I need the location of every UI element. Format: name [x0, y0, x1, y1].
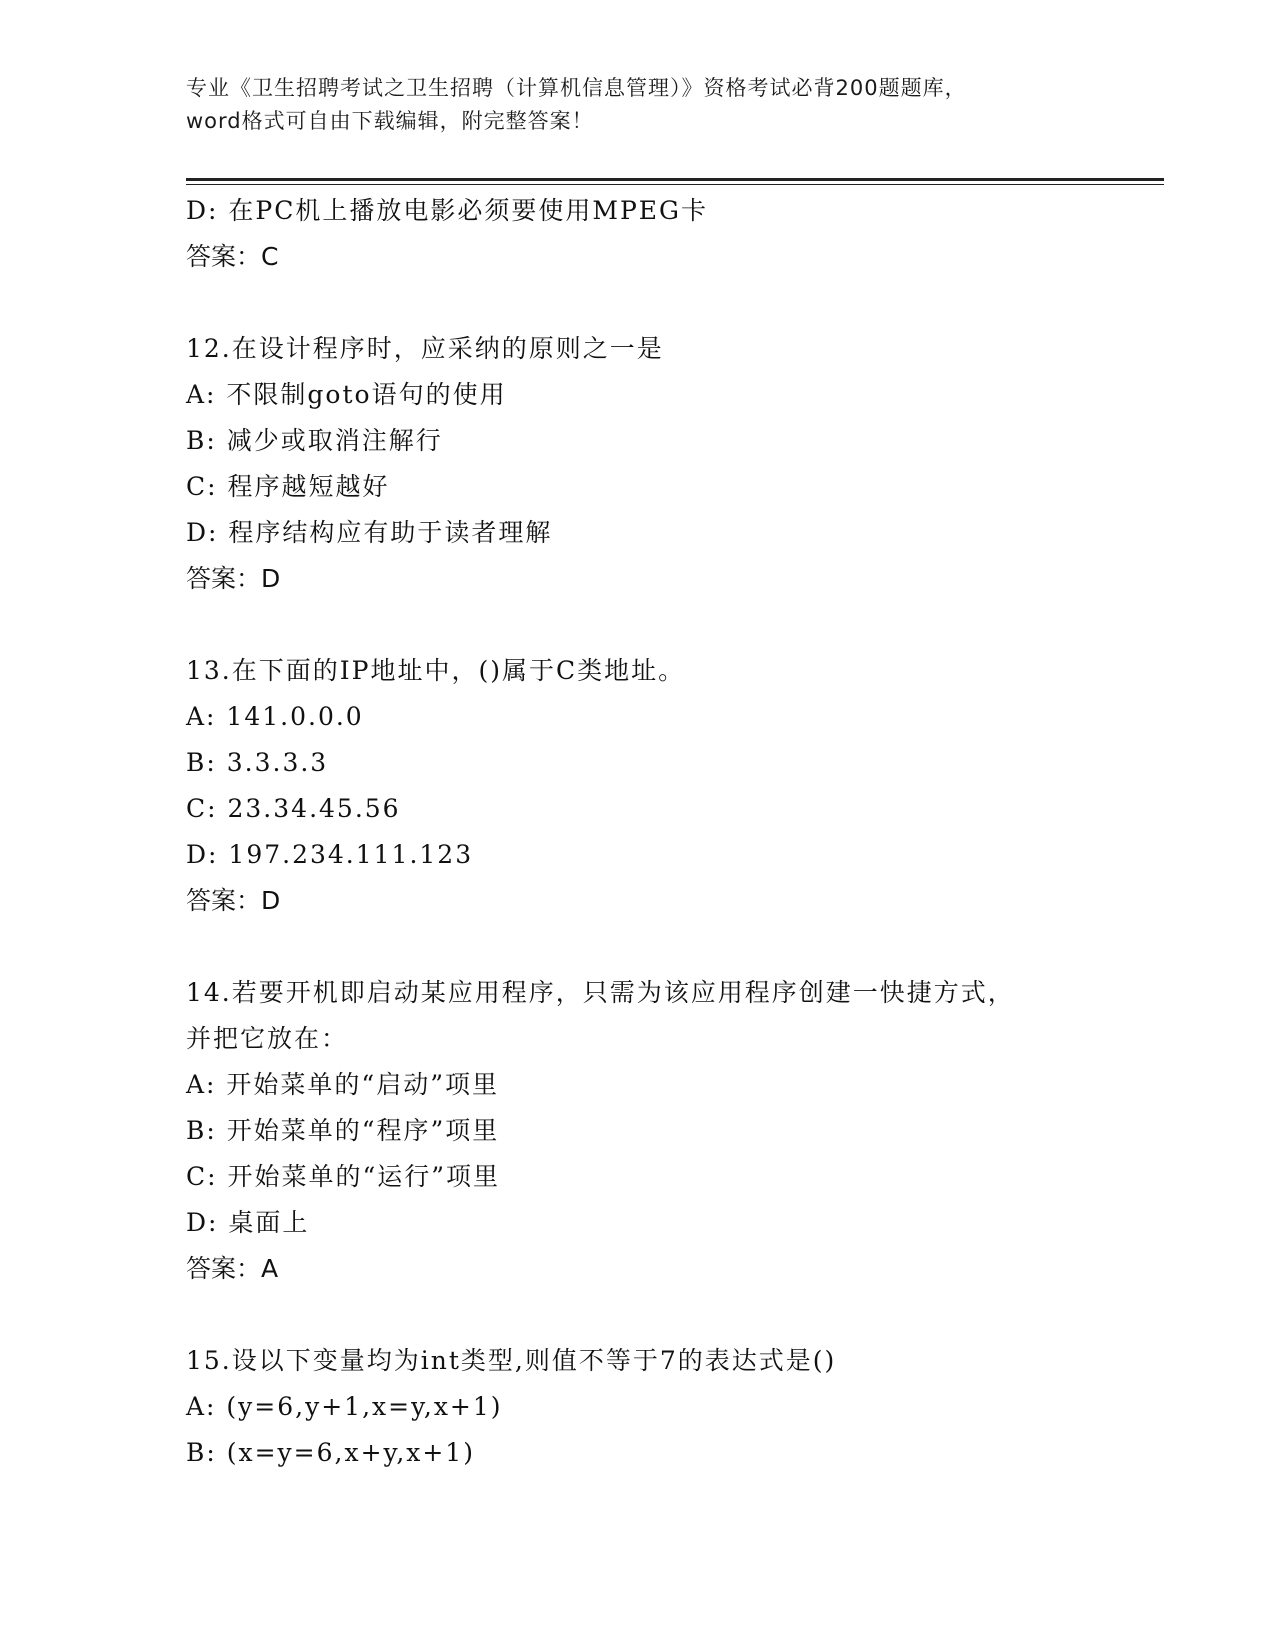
q15-option-a: A: (y=6,y+1,x=y,x+1) — [186, 1392, 503, 1421]
question-list — [186, 188, 1126, 1476]
header-line-2: word格式可自由下载编辑，附完整答案！ — [186, 109, 594, 133]
q13-option-c: C: 23.34.45.56 — [186, 794, 401, 823]
q12-option-a: A: 不限制goto语句的使用 — [186, 380, 507, 409]
question-15 — [186, 1338, 1126, 1476]
q12-option-d: D: 程序结构应有助于读者理解 — [186, 518, 553, 547]
q11-answer: 答案：C — [186, 242, 279, 271]
question-14 — [186, 970, 1126, 1292]
q14-question-line-2: 并把它放在： — [186, 1024, 349, 1053]
q13-option-b: B: 3.3.3.3 — [186, 748, 329, 777]
q14-option-b: B: 开始菜单的“程序”项里 — [186, 1116, 500, 1145]
q15-option-b: B: (x=y=6,x+y,x+1) — [186, 1438, 475, 1467]
q15-question: 15.设以下变量均为int类型,则值不等于7的表达式是() — [186, 1346, 837, 1375]
q14-option-c: C: 开始菜单的“运行”项里 — [186, 1162, 501, 1191]
header-line-1: 专业《卫生招聘考试之卫生招聘（计算机信息管理）》资格考试必背200题题库， — [186, 76, 967, 100]
q12-question: 12.在设计程序时，应采纳的原则之一是 — [186, 334, 664, 363]
q14-option-d: D: 桌面上 — [186, 1208, 310, 1237]
q13-question: 13.在下面的IP地址中，()属于C类地址。 — [186, 656, 686, 685]
q14-question-line-1: 14.若要开机即启动某应用程序，只需为该应用程序创建一快捷方式， — [186, 978, 1015, 1007]
q12-answer: 答案：D — [186, 564, 281, 593]
question-11 — [186, 188, 1126, 280]
q12-option-c: C: 程序越短越好 — [186, 472, 390, 501]
header-divider — [186, 178, 1164, 185]
q13-option-a: A: 141.0.0.0 — [186, 702, 364, 731]
document-header — [186, 72, 1086, 138]
question-12 — [186, 326, 1126, 602]
q13-answer: 答案：D — [186, 886, 281, 915]
q11-option-d: D: 在PC机上播放电影必须要使用MPEG卡 — [186, 196, 709, 225]
q13-option-d: D: 197.234.111.123 — [186, 840, 474, 869]
q12-option-b: B: 减少或取消注解行 — [186, 426, 443, 455]
question-13 — [186, 648, 1126, 924]
q14-option-a: A: 开始菜单的“启动”项里 — [186, 1070, 499, 1099]
q14-answer: 答案：A — [186, 1254, 279, 1283]
